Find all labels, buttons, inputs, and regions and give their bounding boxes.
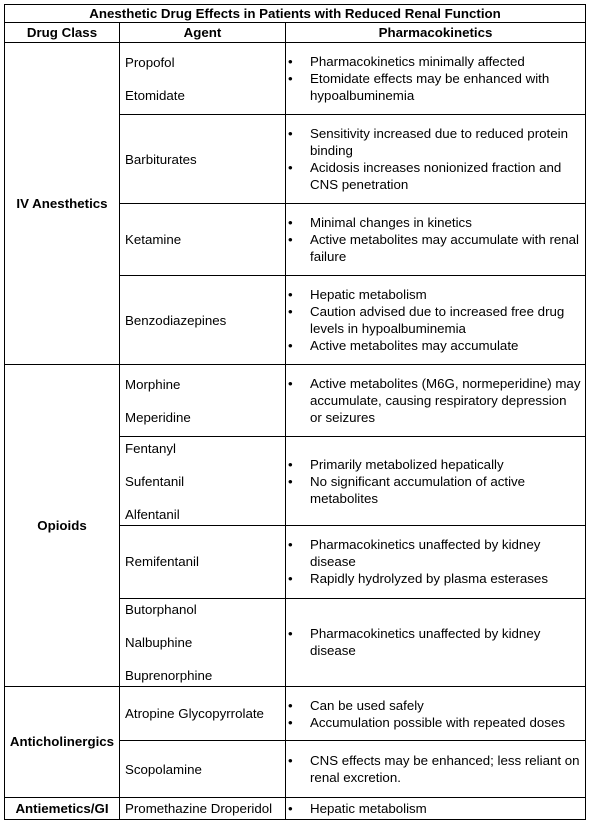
- pharmacokinetics-cell: [286, 204, 586, 276]
- pharmacokinetics-cell: [286, 797, 586, 819]
- agent-name: Alfentanil: [125, 506, 180, 522]
- agent-name: Sufentanil: [125, 473, 185, 489]
- agent-name: Nalbuphine: [125, 634, 193, 650]
- drug-class-cell: Antiemetics/GI: [5, 797, 120, 819]
- agent-cell: [120, 115, 286, 204]
- agent-cell: [120, 598, 286, 687]
- drug-class-cell: Anticholinergics: [5, 687, 120, 798]
- pharmacokinetics-cell: [286, 43, 586, 115]
- drug-class-cell: IV Anesthetics: [5, 43, 120, 365]
- column-header-drug-class: Drug Class: [5, 23, 120, 43]
- effect-item: • Caution advised due to increased free drug levels in hypoalbuminemia: [286, 303, 585, 337]
- table-title: Anesthetic Drug Effects in Patients with Reduced Renal Function: [5, 5, 586, 23]
- effect-item: • Minimal changes in kinetics: [286, 214, 585, 231]
- agent-name: Scopolamine: [125, 761, 202, 777]
- effects-list: [286, 752, 585, 786]
- agent-name: Fentanyl: [125, 440, 176, 456]
- agent-cell: [120, 437, 286, 526]
- effects-list: [286, 53, 585, 104]
- agent-name: Ketamine: [125, 232, 182, 248]
- column-header-pharmacokinetics: Pharmacokinetics: [286, 23, 586, 43]
- effects-list: [286, 286, 585, 354]
- pharmacokinetics-cell: [286, 741, 586, 797]
- effect-item: • Hepatic metabolism: [286, 286, 585, 303]
- effects-list: [286, 625, 585, 659]
- drug-class-cell: Opioids: [5, 365, 120, 687]
- table-row: [5, 797, 586, 819]
- effect-item: • Rapidly hydrolyzed by plasma esterases: [286, 570, 585, 587]
- effect-item: • Accumulation possible with repeated doses: [286, 714, 585, 731]
- table-row: [5, 365, 586, 437]
- agent-cell: [120, 365, 286, 437]
- effects-list: [286, 697, 585, 731]
- agent-name: Atropine Glycopyrrolate: [125, 706, 264, 722]
- agent-name: Buprenorphine: [125, 667, 213, 683]
- effects-list: [286, 125, 585, 193]
- effects-list: [286, 536, 585, 587]
- effect-item: • Pharmacokinetics unaffected by kidney disease: [286, 625, 585, 659]
- agent-name: Butorphanol: [125, 601, 197, 617]
- agent-name: Meperidine: [125, 409, 191, 425]
- effect-item: • Can be used safely: [286, 697, 585, 714]
- effect-item: • Active metabolites may accumulate with renal failure: [286, 231, 585, 265]
- agent-name: Benzodiazepines: [125, 312, 227, 328]
- agent-cell: [120, 276, 286, 365]
- agent-name: Propofol: [125, 54, 175, 70]
- agent-name: Promethazine Droperidol: [125, 800, 273, 816]
- pharmacokinetics-cell: [286, 687, 586, 741]
- pharmacokinetics-cell: [286, 276, 586, 365]
- agent-cell: [120, 797, 286, 819]
- agent-name: Barbiturates: [125, 151, 197, 167]
- effect-item: • No significant accumulation of active metabolites: [286, 473, 585, 507]
- pharmacokinetics-cell: [286, 598, 586, 687]
- column-header-agent: Agent: [120, 23, 286, 43]
- agent-cell: [120, 687, 286, 741]
- agent-name: Remifentanil: [125, 554, 199, 570]
- effects-list: [286, 800, 585, 817]
- pharmacokinetics-cell: [286, 115, 586, 204]
- pharmacokinetics-cell: [286, 437, 586, 526]
- effect-item: • Hepatic metabolism: [286, 800, 585, 817]
- agent-cell: [120, 741, 286, 797]
- pharmacokinetics-cell: [286, 526, 586, 598]
- effect-item: • Sensitivity increased due to reduced protein binding: [286, 125, 585, 159]
- agent-name: Etomidate: [125, 87, 185, 103]
- effect-item: • Active metabolites may accumulate: [286, 337, 585, 354]
- effects-list: [286, 456, 585, 507]
- pharmacokinetics-cell: [286, 365, 586, 437]
- effect-item: • Etomidate effects may be enhanced with hypoalbuminemia: [286, 70, 585, 104]
- agent-name: Morphine: [125, 376, 181, 392]
- table-row: [5, 43, 586, 115]
- renal-function-drug-table: [4, 4, 586, 820]
- effects-list: [286, 375, 585, 426]
- agent-cell: [120, 204, 286, 276]
- effect-item: • CNS effects may be enhanced; less reliant on renal excretion.: [286, 752, 585, 786]
- table-container: [4, 4, 585, 820]
- effects-list: [286, 214, 585, 265]
- effect-item: • Active metabolites (M6G, normeperidine) may accumulate, causing respiratory depression or seizures: [286, 375, 585, 426]
- effect-item: • Pharmacokinetics unaffected by kidney disease: [286, 536, 585, 570]
- table-row: [5, 687, 586, 741]
- agent-cell: [120, 526, 286, 598]
- agent-cell: [120, 43, 286, 115]
- table-body: [5, 43, 586, 820]
- effect-item: • Pharmacokinetics minimally affected: [286, 53, 585, 70]
- effect-item: • Acidosis increases nonionized fraction and CNS penetration: [286, 159, 585, 193]
- effect-item: • Primarily metabolized hepatically: [286, 456, 585, 473]
